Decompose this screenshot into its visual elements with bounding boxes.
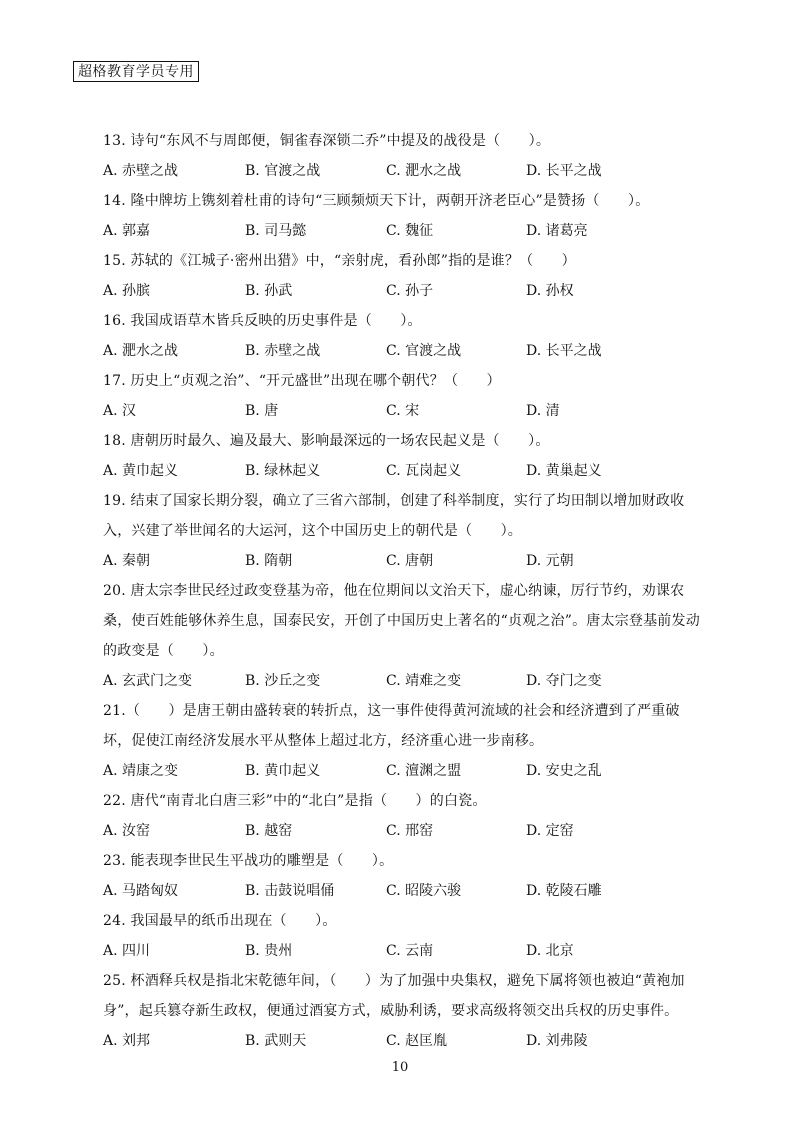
answer-option: D. 定窑 [526, 823, 574, 839]
answer-option: D. 黄巢起义 [526, 463, 602, 479]
answer-options [103, 156, 703, 186]
answer-option: D. 清 [526, 403, 560, 419]
answer-option: C. 魏征 [386, 223, 434, 239]
answer-option: B. 沙丘之变 [245, 673, 321, 689]
question-stem: 13. 诗句“东风不与周郎便，铜雀春深锁二乔”中提及的战役是（ ）。 [103, 133, 551, 149]
question-stem: 17. 历史上“贞观之治”、“开元盛世”出现在哪个朝代？（ ） [103, 373, 501, 389]
answer-option: C. 官渡之战 [386, 343, 462, 359]
question-stem: 19. 结束了国家长期分裂，确立了三省六部制，创建了科举制度，实行了均田制以增加财政收入，兴建了举世闻名的大运河，这个中国历史上的朝代是（ ）。 [103, 493, 685, 539]
question-item [103, 126, 703, 186]
answer-option: D. 夺门之变 [526, 673, 602, 689]
question-item [103, 306, 703, 366]
answer-option: D. 孙权 [526, 283, 574, 299]
question-item [103, 696, 703, 786]
answer-option: B. 赤壁之战 [245, 343, 321, 359]
answer-option: D. 长平之战 [526, 343, 602, 359]
question-list [103, 126, 703, 1056]
answer-options [103, 216, 703, 246]
answer-options [103, 666, 703, 696]
question-item [103, 186, 703, 246]
answer-option: B. 黄巾起义 [245, 763, 321, 779]
answer-option: B. 隋朝 [245, 553, 293, 569]
answer-option: C. 赵匡胤 [386, 1033, 448, 1049]
header-label: 超格教育学员专用 [73, 61, 199, 82]
question-stem: 18. 唐朝历时最久、遍及最大、影响最深远的一场农民起义是（ ）。 [103, 433, 550, 449]
answer-option: A. 汉 [103, 403, 137, 419]
answer-options [103, 756, 703, 786]
question-stem: 24. 我国最早的纸币出现在（ ）。 [103, 913, 337, 929]
answer-options [103, 456, 703, 486]
answer-option: B. 武则天 [245, 1033, 307, 1049]
answer-options [103, 936, 703, 966]
question-stem: 23. 能表现李世民生平战功的雕塑是（ ）。 [103, 853, 394, 869]
question-stem: 25. 杯酒释兵权是指北宋乾德年间，（ ）为了加强中央集权，避免下属将领也被迫“黄袍加身”，起兵篡夺新生政权，便通过酒宴方式，威胁利诱，要求高级将领交出兵权的历史事件。 [103, 973, 685, 1019]
answer-option: D. 北京 [526, 943, 574, 959]
answer-option: A. 孙膑 [103, 283, 151, 299]
answer-option: A. 汝窑 [103, 823, 151, 839]
answer-option: C. 澶渊之盟 [386, 763, 462, 779]
answer-option: A. 秦朝 [103, 553, 151, 569]
answer-option: C. 瓦岗起义 [386, 463, 462, 479]
question-item [103, 966, 703, 1056]
question-stem: 14. 隆中牌坊上镌刻着杜甫的诗句“三顾频烦天下计，两朝开济老臣心”是赞扬（ ）。 [103, 193, 650, 209]
answer-option: A. 玄武门之变 [103, 673, 193, 689]
answer-option: B. 击鼓说唱俑 [245, 883, 335, 899]
answer-option: A. 刘邦 [103, 1033, 151, 1049]
page-number: 10 [391, 1060, 409, 1075]
answer-option: C. 云南 [386, 943, 434, 959]
answer-options [103, 546, 703, 576]
answer-options [103, 1026, 703, 1056]
question-item [103, 366, 703, 426]
answer-option: B. 贵州 [245, 943, 293, 959]
question-item [103, 846, 703, 906]
question-item [103, 576, 703, 696]
answer-option: A. 马踏匈奴 [103, 883, 179, 899]
answer-option: A. 赤壁之战 [103, 163, 179, 179]
answer-option: B. 司马懿 [245, 223, 307, 239]
question-stem: 15. 苏轼的《江城子·密州出猎》中，“亲射虎，看孙郎”指的是谁？（ ） [103, 253, 576, 269]
question-item [103, 906, 703, 966]
answer-option: C. 唐朝 [386, 553, 434, 569]
question-stem: 21.（ ）是唐王朝由盛转衰的转折点，这一事件使得黄河流域的社会和经济遭到了严重破坏，促使江南经济发展水平从整体上超过北方，经济重心进一步南移。 [103, 703, 680, 749]
question-stem: 22. 唐代“南青北白唐三彩”中的“北白”是指（ ）的白瓷。 [103, 793, 487, 809]
question-item [103, 786, 703, 846]
answer-option: D. 诸葛亮 [526, 223, 588, 239]
answer-option: D. 长平之战 [526, 163, 602, 179]
answer-option: A. 四川 [103, 943, 151, 959]
answer-option: D. 安史之乱 [526, 763, 602, 779]
answer-option: C. 宋 [386, 403, 420, 419]
answer-option: C. 孙子 [386, 283, 434, 299]
question-item [103, 426, 703, 486]
question-stem: 20. 唐太宗李世民经过政变登基为帝，他在位期间以文治天下，虚心纳谏，厉行节约，劝课农桑，使百姓能够休养生息，国泰民安，开创了中国历史上著名的“贞观之治”。唐太宗登基前发动的政变是（ ）。 [103, 583, 700, 659]
answer-option: D. 刘弗陵 [526, 1033, 588, 1049]
answer-option: B. 唐 [245, 403, 279, 419]
question-item [103, 246, 703, 306]
answer-option: B. 绿林起义 [245, 463, 321, 479]
answer-option: B. 官渡之战 [245, 163, 321, 179]
answer-option: A. 淝水之战 [103, 343, 179, 359]
answer-option: C. 昭陵六骏 [386, 883, 462, 899]
question-item [103, 486, 703, 576]
answer-option: C. 靖难之变 [386, 673, 462, 689]
answer-option: D. 元朝 [526, 553, 574, 569]
answer-options [103, 876, 703, 906]
answer-options [103, 816, 703, 846]
answer-options [103, 276, 703, 306]
answer-option: A. 靖康之变 [103, 763, 179, 779]
answer-options [103, 336, 703, 366]
answer-option: C. 邢窑 [386, 823, 434, 839]
answer-option: A. 郭嘉 [103, 223, 151, 239]
answer-option: A. 黄巾起义 [103, 463, 179, 479]
answer-option: B. 越窑 [245, 823, 293, 839]
answer-option: D. 乾陵石雕 [526, 883, 602, 899]
question-stem: 16. 我国成语草木皆兵反映的历史事件是（ ）。 [103, 313, 422, 329]
answer-option: B. 孙武 [245, 283, 293, 299]
answer-options [103, 396, 703, 426]
answer-option: C. 淝水之战 [386, 163, 462, 179]
